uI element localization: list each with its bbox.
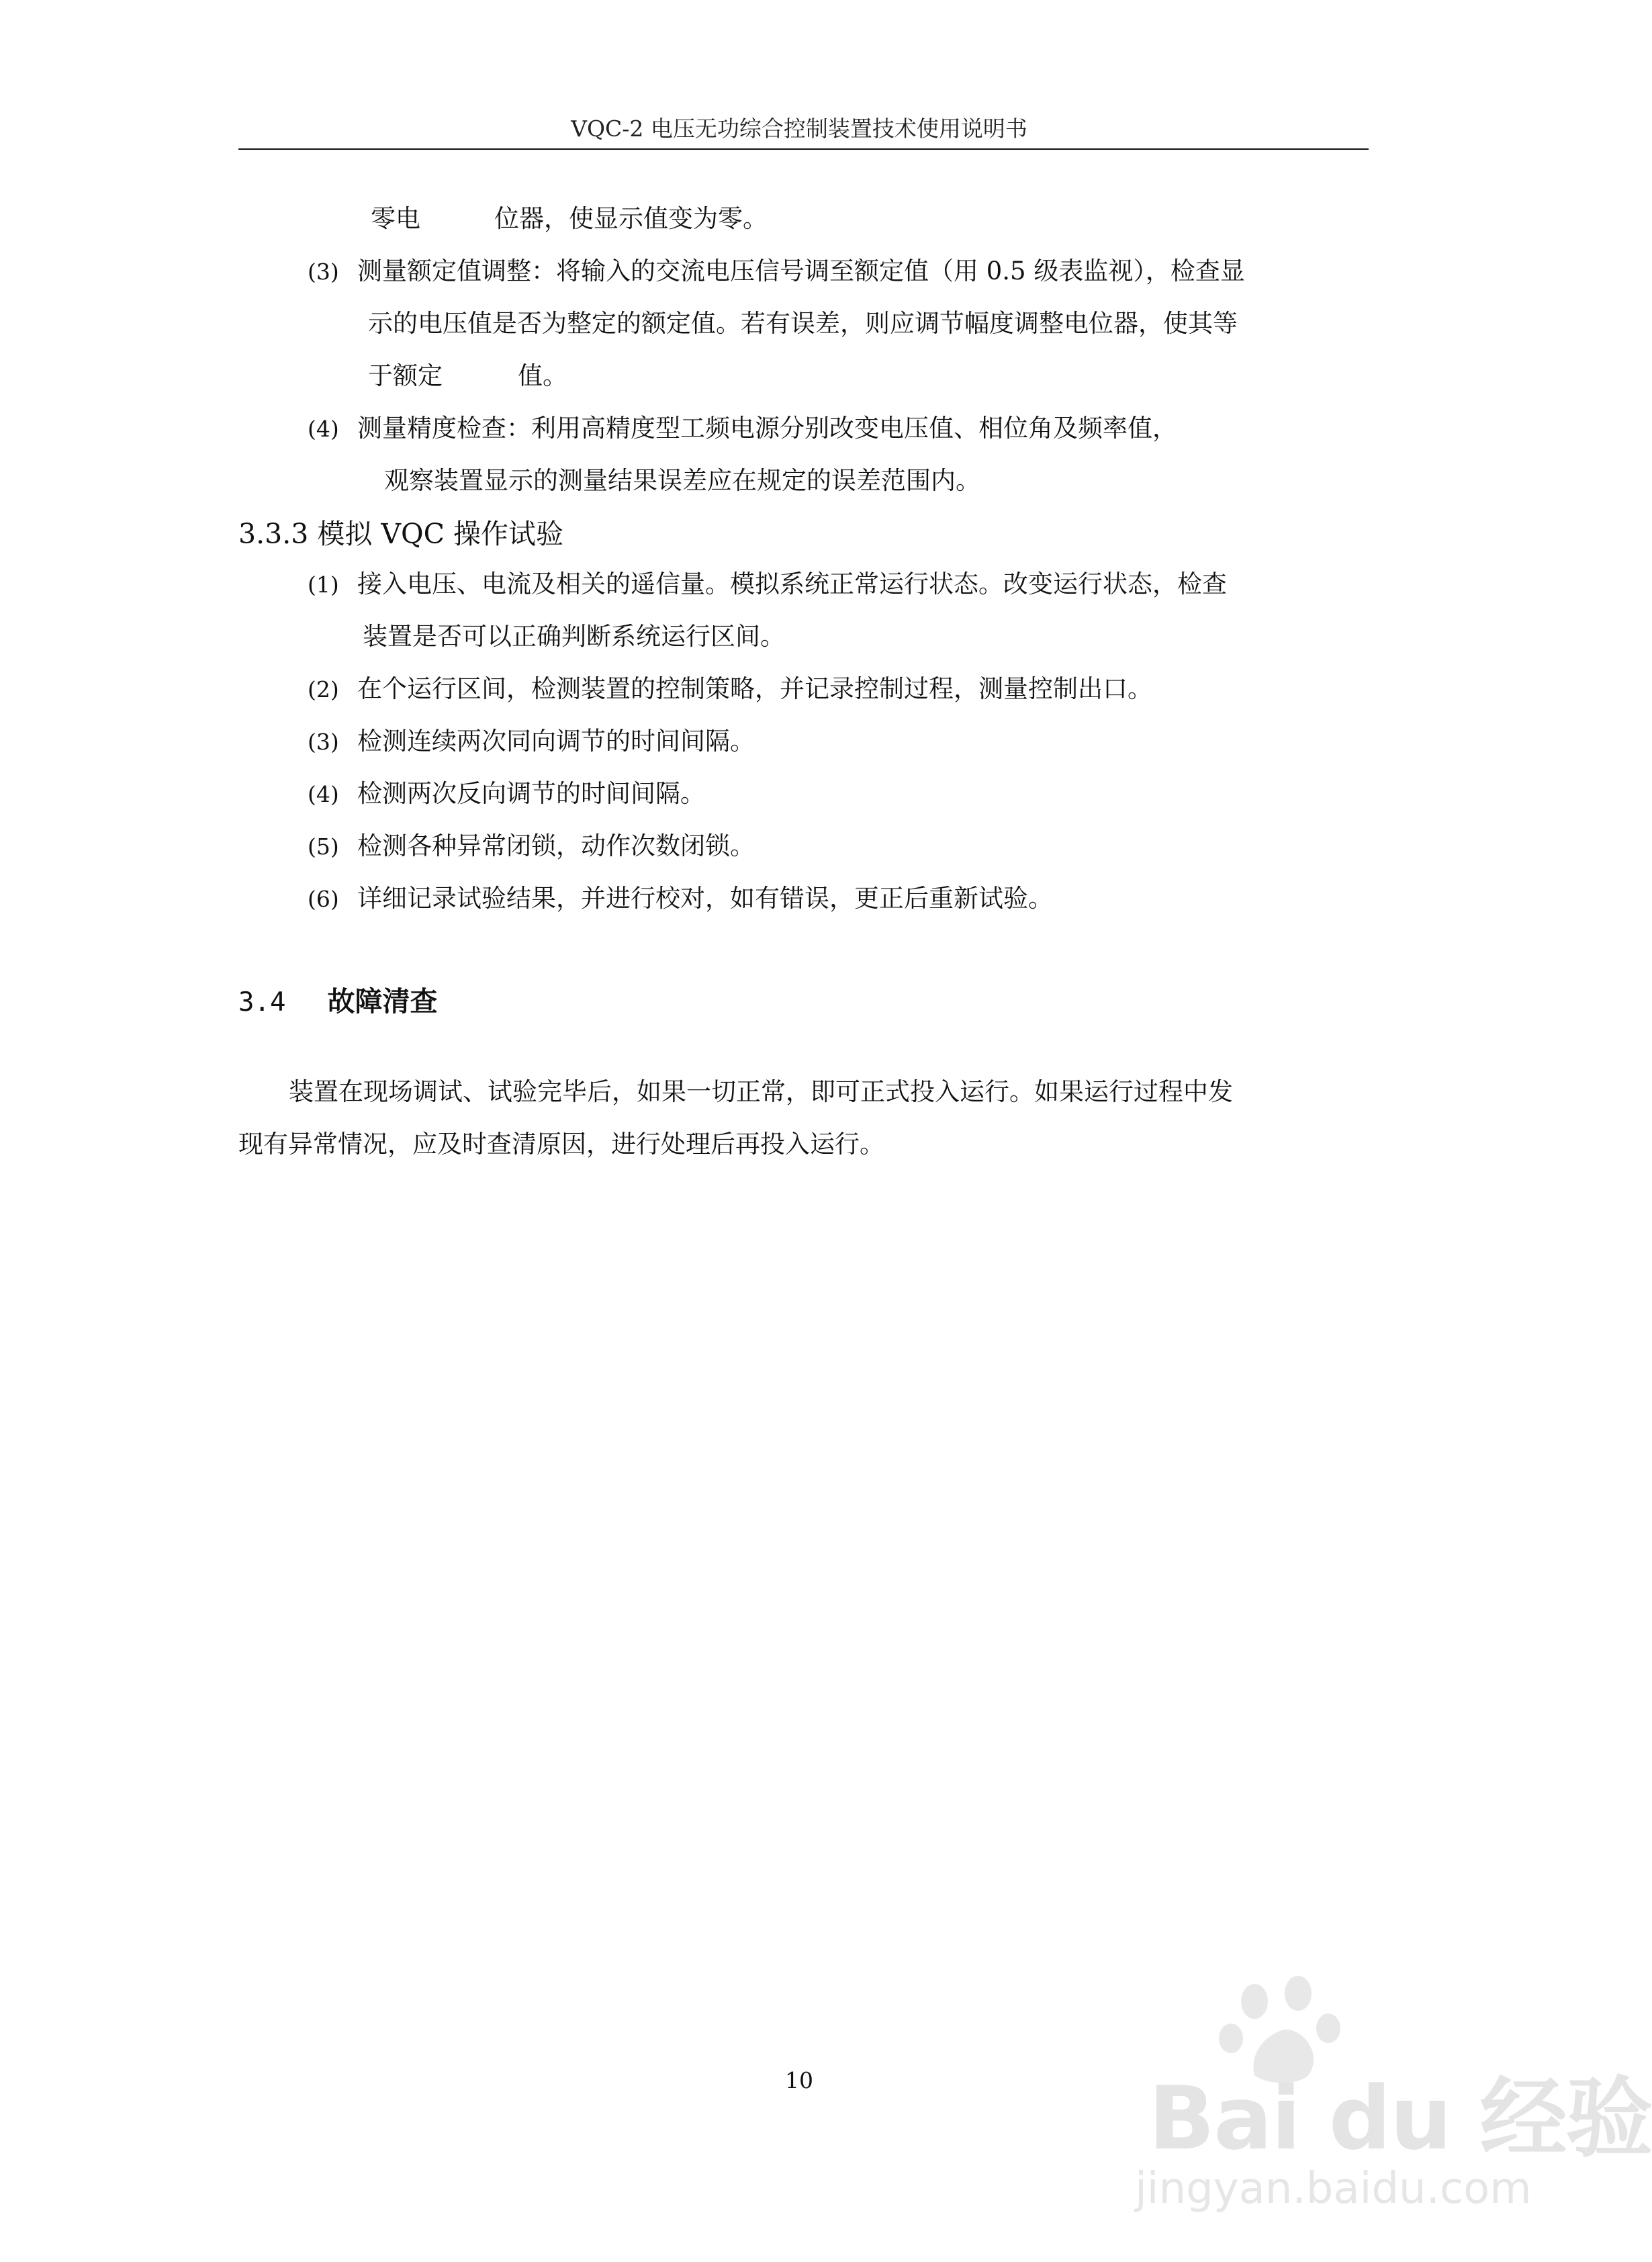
- section-number: 3.4: [238, 987, 286, 1017]
- list-item-continuation: 装置是否可以正确判断系统运行区间。: [363, 622, 785, 651]
- item-number: (4): [308, 781, 339, 807]
- paragraph-line: 装置在现场调试、试验完毕后，如果一切正常，即可正式投入运行。如果运行过程中发: [289, 1077, 1233, 1106]
- paragraph-line: 现有异常情况，应及时查清原因，进行处理后再投入运行。: [238, 1130, 884, 1159]
- header-divider: [238, 148, 1369, 150]
- item-text-part-2: 值。: [518, 361, 567, 390]
- item-text: 详细记录试验结果，并进行校对，如有错误，更正后重新试验。: [357, 884, 1053, 913]
- item-text: 检测连续两次同向调节的时间间隔。: [357, 727, 755, 756]
- list-item: [308, 727, 755, 757]
- list-item: [308, 779, 705, 809]
- item-number: (4): [308, 416, 339, 442]
- continuation-part-1: 零电: [371, 204, 420, 233]
- list-item: [308, 674, 1152, 705]
- watermark-url: jingyan.baidu.com: [1135, 2164, 1532, 2214]
- item-number: (6): [308, 886, 339, 912]
- list-item: [308, 884, 1053, 914]
- list-item: [308, 570, 1227, 600]
- item-number: (3): [308, 259, 339, 285]
- item-number: (1): [308, 572, 339, 598]
- item-text: 在个运行区间，检测装置的控制策略，并记录控制过程，测量控制出口。: [357, 674, 1152, 703]
- item-text: 检测两次反向调节的时间间隔。: [357, 779, 705, 808]
- item-number: (5): [308, 833, 339, 860]
- page-header-title: VQC-2 电压无功综合控制装置技术使用说明书: [571, 116, 1027, 142]
- continuation-part-2: 位器，使显示值变为零。: [494, 204, 768, 233]
- list-item-continuation: 观察装置显示的测量结果误差应在规定的误差范围内。: [384, 466, 980, 495]
- list-item: [308, 257, 1245, 287]
- item-number: (3): [308, 729, 339, 755]
- item-text: 测量额定值调整：将输入的交流电压信号调至额定值（用 0.5 级表监视），检查显: [357, 257, 1245, 285]
- item-text: 检测各种异常闭锁，动作次数闭锁。: [357, 831, 755, 860]
- section-heading-3-4: [238, 979, 437, 1019]
- item-text: 测量精度检查：利用高精度型工频电源分别改变电压值、相位角及频率值，: [357, 414, 1177, 443]
- page-number: 10: [785, 2067, 813, 2093]
- list-item: [308, 414, 1177, 444]
- item-text: 接入电压、电流及相关的遥信量。模拟系统正常运行状态。改变运行状态，检查: [357, 570, 1227, 598]
- list-item: [308, 831, 755, 862]
- item-text-part-1: 于额定: [368, 361, 443, 390]
- watermark-logo: Bai du 经验: [1148, 2067, 1652, 2169]
- continuation-line: [371, 204, 768, 234]
- section-title: 故障清查: [327, 985, 438, 1017]
- item-number: (2): [308, 676, 339, 703]
- section-heading-3-3-3: 3.3.3 模拟 VQC 操作试验: [238, 518, 564, 550]
- list-item-continuation: [368, 361, 567, 391]
- list-item-continuation: 示的电压值是否为整定的额定值。若有误差，则应调节幅度调整电位器，使其等: [368, 309, 1238, 338]
